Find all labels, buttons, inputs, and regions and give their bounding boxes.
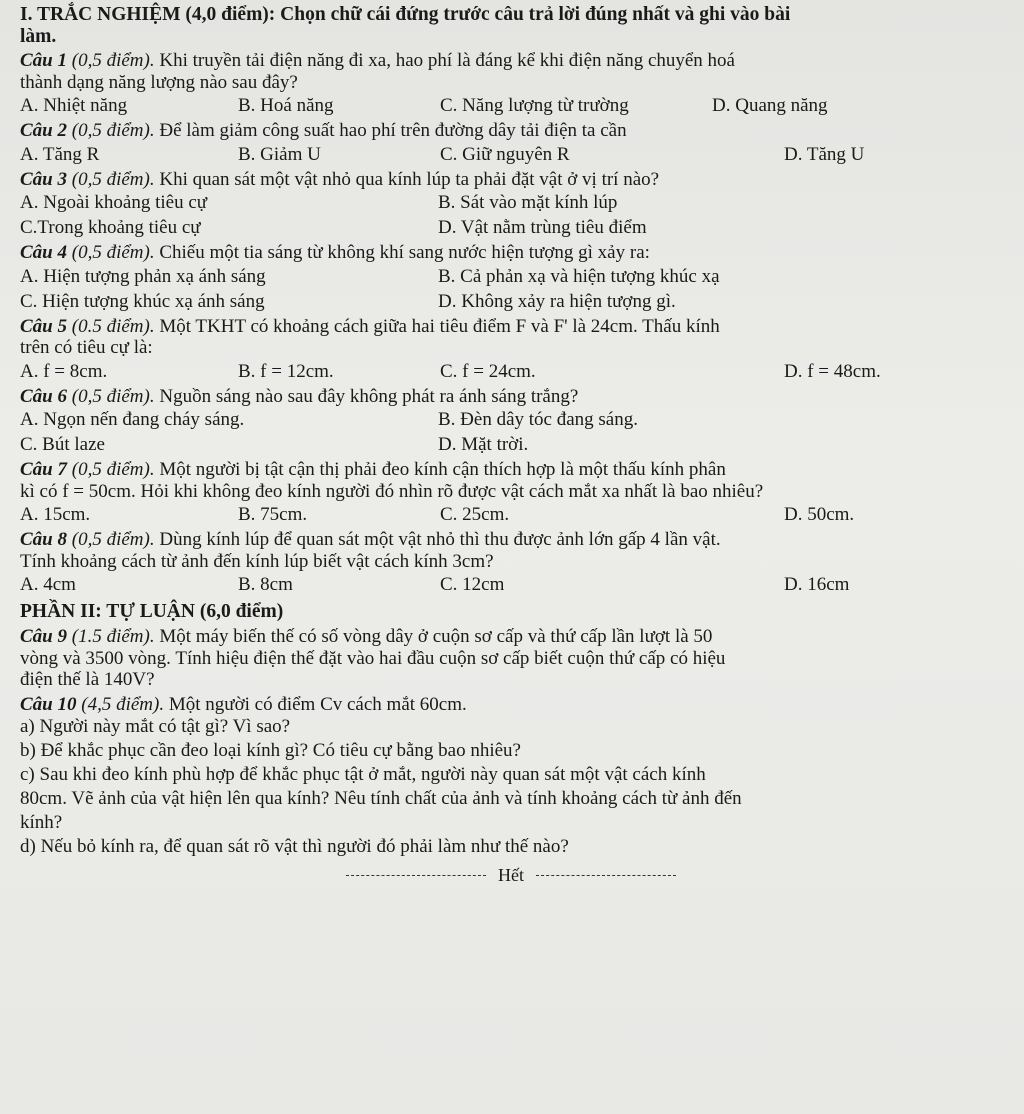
q9-number: Câu 9: [20, 626, 67, 647]
mc-questions: [20, 50, 1002, 596]
option-c[interactable]: C. 25cm.: [440, 504, 510, 525]
option-b[interactable]: B. Hoá năng: [238, 95, 334, 116]
options-row: [20, 216, 1002, 239]
question-points: (0,5 điểm).: [71, 529, 155, 550]
question-line: [20, 120, 1002, 142]
options-row: [20, 191, 1002, 214]
option-a[interactable]: A. Tăng R: [20, 143, 100, 165]
end-text: Hết: [498, 865, 524, 885]
option-d[interactable]: D. Vật nằm trùng tiêu điểm: [438, 217, 647, 238]
option-a[interactable]: A. f = 8cm.: [20, 360, 108, 382]
question-text: Chiếu một tia sáng từ không khí sang nước hiện tượng gì xảy ra:: [159, 242, 650, 263]
q10-part-c1: c) Sau khi đeo kính phù hợp để khắc phục tật ở mắt, người này quan sát một vật cách kính: [20, 764, 706, 785]
question-points: (0.5 điểm).: [71, 315, 155, 337]
option-a[interactable]: A. Hiện tượng phản xạ ánh sáng: [20, 265, 266, 287]
option-b[interactable]: B. 8cm: [238, 574, 293, 595]
option-c[interactable]: C. Bút laze: [20, 434, 105, 455]
option-c[interactable]: C. Giữ nguyên R: [440, 143, 570, 165]
option-d[interactable]: D. Không xảy ra hiện tượng gì.: [438, 290, 676, 312]
options-row: [20, 573, 1002, 596]
question-line: [20, 459, 1002, 481]
question-line: [20, 242, 1002, 264]
options-row: [20, 433, 1002, 456]
option-d[interactable]: D. 50cm.: [784, 504, 855, 525]
q9-points: (1.5 điểm).: [71, 626, 155, 647]
option-b[interactable]: B. Cả phản xạ và hiện tượng khúc xạ: [438, 265, 720, 287]
q9-text: Một máy biến thế có số vòng dây ở cuộn sơ cấp và thứ cấp lần lượt là 50: [159, 626, 713, 647]
question-text: Khi truyền tải điện năng đi xa, hao phí là đáng kể khi điện năng chuyển hoá: [159, 50, 735, 71]
options-row: [20, 143, 1002, 166]
question-line: [20, 50, 1002, 72]
option-c[interactable]: C.Trong khoảng tiêu cự: [20, 217, 201, 238]
question-block: [20, 459, 1002, 526]
question-line: [20, 169, 1002, 191]
question-text: Một TKHT có khoảng cách giữa hai tiêu điểm F và F' là 24cm. Thấu kính: [159, 315, 720, 337]
question-text-cont: thành dạng năng lượng nào sau đây?: [20, 71, 298, 93]
question-number: Câu 8: [20, 529, 67, 550]
q10-line: [20, 694, 1002, 716]
option-a[interactable]: A. Ngoài khoảng tiêu cự: [20, 192, 208, 213]
question-block: [20, 386, 1002, 457]
question-block: [20, 169, 1002, 240]
part1-title-cont: làm.: [20, 25, 57, 47]
options-row: [20, 408, 1002, 431]
question-text-cont: trên có tiêu cự là:: [20, 337, 153, 358]
question-block: [20, 120, 1002, 166]
end-marker: [20, 865, 1002, 886]
question-number: Câu 4: [20, 242, 67, 263]
question-block: [20, 242, 1002, 313]
question-number: Câu 2: [20, 120, 67, 141]
option-b[interactable]: B. 75cm.: [238, 504, 308, 525]
question-number: Câu 7: [20, 459, 67, 480]
option-a[interactable]: A. 15cm.: [20, 504, 91, 525]
question-points: (0,5 điểm).: [71, 120, 155, 141]
q10-part-c3: kính?: [20, 812, 63, 833]
q10-part-d: d) Nếu bỏ kính ra, để quan sát rõ vật thì người đó phải làm như thế nào?: [20, 836, 569, 857]
question-block: [20, 316, 1002, 383]
option-a[interactable]: A. 4cm: [20, 574, 76, 595]
option-c[interactable]: C. Hiện tượng khúc xạ ánh sáng: [20, 290, 265, 312]
option-d[interactable]: D. Mặt trời.: [438, 434, 529, 455]
question-number: Câu 1: [20, 50, 67, 71]
options-row: [20, 290, 1002, 313]
question-line: [20, 529, 1002, 551]
question-text-cont: Tính khoảng cách từ ảnh đến kính lúp biết vật cách kính 3cm?: [20, 550, 494, 572]
option-b[interactable]: B. Giảm U: [238, 143, 321, 165]
option-c[interactable]: C. f = 24cm.: [440, 360, 536, 382]
question-text: Nguồn sáng nào sau đây không phát ra ánh sáng trắng?: [159, 385, 579, 407]
option-d[interactable]: D. Tăng U: [784, 143, 865, 165]
options-row: [20, 360, 1002, 383]
question-number: Câu 3: [20, 168, 67, 190]
question-points: (0,5 điểm).: [71, 459, 155, 480]
question-text: Để làm giảm công suất hao phí trên đường dây tải điện ta cần: [159, 120, 627, 141]
q9-cont2: điện thế là 140V?: [20, 669, 155, 690]
question-number: Câu 6: [20, 385, 67, 407]
end-dash-left: [346, 875, 486, 876]
question-block: [20, 529, 1002, 596]
q10-points: (4,5 điểm).: [81, 693, 165, 715]
q10-number: Câu 10: [20, 693, 77, 715]
option-b[interactable]: B. Đèn dây tóc đang sáng.: [438, 409, 638, 430]
end-dash-right: [536, 875, 676, 876]
question-number: Câu 5: [20, 315, 67, 337]
option-c[interactable]: C. 12cm: [440, 574, 505, 595]
question-points: (0,5 điểm).: [71, 50, 155, 71]
q10-text: Một người có điểm Cv cách mắt 60cm.: [168, 693, 467, 715]
options-row: [20, 94, 1002, 117]
q10-part-c2: 80cm. Vẽ ảnh của vật hiện lên qua kính? Nêu tính chất của ảnh và tính khoảng cách từ ảnh đến: [20, 788, 742, 809]
question-points: (0,5 điểm).: [71, 168, 155, 190]
option-d[interactable]: D. 16cm: [784, 574, 850, 595]
option-c[interactable]: C. Năng lượng từ trường: [440, 95, 629, 116]
option-b[interactable]: B. Sát vào mặt kính lúp: [438, 192, 618, 213]
question-line: [20, 316, 1002, 338]
option-b[interactable]: B. f = 12cm.: [238, 360, 334, 382]
question-text: Dùng kính lúp để quan sát một vật nhỏ thì thu được ảnh lớn gấp 4 lần vật.: [159, 529, 721, 550]
option-a[interactable]: A. Ngọn nến đang cháy sáng.: [20, 409, 245, 430]
question-block: [20, 50, 1002, 117]
options-row: [20, 503, 1002, 526]
q9-cont1: vòng và 3500 vòng. Tính hiệu điện thế đặt vào hai đầu cuộn sơ cấp biết cuộn thứ cấp có hiệu: [20, 647, 726, 669]
q9-line: [20, 626, 1002, 648]
part2-title: PHẦN II: TỰ LUẬN (6,0 điểm): [20, 601, 284, 622]
question-points: (0,5 điểm).: [71, 242, 155, 263]
options-row: [20, 265, 1002, 288]
question-text-cont: kì có f = 50cm. Hỏi khi không đeo kính người đó nhìn rõ được vật cách mắt xa nhất là bao nhiêu?: [20, 480, 764, 502]
question-text: Khi quan sát một vật nhỏ qua kính lúp ta phải đặt vật ở vị trí nào?: [159, 168, 660, 190]
q10-part-b: b) Để khắc phục cần đeo loại kính gì? Có tiêu cự bằng bao nhiêu?: [20, 740, 521, 761]
question-line: [20, 386, 1002, 408]
part1-title: I. TRẮC NGHIỆM (4,0 điểm): Chọn chữ cái đứng trước câu trả lời đúng nhất và ghi vào bài: [20, 4, 791, 25]
option-a[interactable]: A. Nhiệt năng: [20, 95, 128, 116]
q10-part-a: a) Người này mắt có tật gì? Vì sao?: [20, 716, 291, 737]
option-d[interactable]: D. Quang năng: [712, 95, 828, 116]
option-d[interactable]: D. f = 48cm.: [784, 360, 881, 382]
question-points: (0,5 điểm).: [71, 385, 155, 407]
question-text: Một người bị tật cận thị phải đeo kính cận thích hợp là một thấu kính phân: [159, 459, 726, 480]
